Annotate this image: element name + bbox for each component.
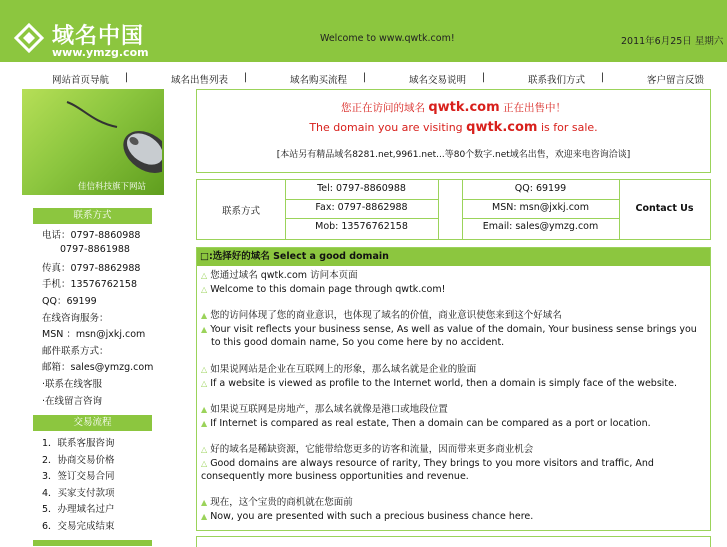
next-panel-edge [196,536,711,547]
header-bar [0,0,727,62]
paragraph-cn: 好的域名是稀缺资源，它能带给您更多的访客和流量，因而带来更多商业机会 [210,444,534,455]
contact-left-label: 联系方式 [221,206,260,217]
info-paragraph [201,269,707,296]
nav-separator: | [363,72,367,83]
domain-info-panel [196,247,711,531]
triangle-bullet-icon: ▲ [201,324,208,334]
sale-domain-name: qwtk.com [428,100,500,115]
sidebar-contact-title: 联系方式 [33,208,152,224]
sidebar-contact-line: 在线咨询服务： [42,313,109,324]
triangle-bullet-icon: △ [201,271,208,280]
paragraph-en: Good domains are always resource of rarity, They brings to you more visitors and traffic, And consequently more business opportunities and revenue. [201,457,654,482]
sale-line-chinese [197,100,710,115]
sidebar-process-title: 交易流程 [33,415,152,431]
info-paragraph [201,403,707,430]
nav-separator: | [244,72,248,83]
sale-other-domains-note: [本站另有精品域名8281.net,9961.net...等80个数字.net域名出售，欢迎来电咨询洽谈] [276,150,631,160]
logo-chinese-text: 域名中国 [52,24,145,49]
triangle-bullet-icon: ▲ [201,405,208,414]
contact-mobile: Mob: 13576762158 [315,221,408,232]
table-divider [462,199,619,200]
contact-us-label: Contact Us [635,203,694,214]
paragraph-cn: 您的访问体现了您的商业意识，也体现了域名的价值，商业意识使您来到这个好域名 [210,310,562,321]
sidebar-process-step: 3．签订交易合同 [42,471,115,482]
sale-line-english [197,120,710,135]
nav-separator: | [482,72,486,83]
sidebar-contact-line: 0797-8861988 [60,244,130,255]
nav-item-contact[interactable]: 联系我们方式 [528,75,586,86]
logo-diamond-icon [14,23,44,53]
sidebar-contact-line: 传真：0797-8862988 [42,263,141,274]
panel-title [197,248,710,266]
sale-line1-suffix: 正在出售中！ [502,102,566,114]
computer-mouse-icon [62,97,162,177]
table-divider [438,180,439,239]
paragraph-cn: 如果说网站是企业在互联网上的形象，那么域名就是企业的脸面 [210,364,477,375]
triangle-bullet-icon: △ [201,365,208,374]
contact-tel: Tel: 0797-8860988 [317,183,406,194]
for-sale-box [196,89,711,173]
triangle-bullet-icon: ▲ [201,311,208,320]
table-divider [285,218,438,219]
paragraph-cn: 您通过域名 qwtk.com 访问本页面 [210,270,358,281]
sale-line2-prefix: The domain you are visiting [309,121,463,134]
sidebar-contact-line: MSN ：msn@jxkj.com [42,329,146,340]
nav-item-trade-info[interactable]: 域名交易说明 [409,75,467,86]
nav-item-domain-list[interactable]: 域名出售列表 [171,75,229,86]
panel-title-text: □:选择好的域名 Select a good domain [200,251,389,262]
nav-item-home[interactable]: 网站首页导航 [52,75,110,86]
nav-item-feedback[interactable]: 客户留言反馈 [647,75,705,86]
sidebar-process-step: 2．协商交易价格 [42,455,115,466]
nav-item-buy-process[interactable]: 域名购买流程 [290,75,348,86]
info-paragraph [201,496,707,523]
sidebar-process-step: 1．联系客服咨询 [42,438,115,449]
triangle-bullet-icon: △ [201,378,208,388]
date-text: 2011年6月25日 星期六 [621,36,724,47]
paragraph-cn: 现在，这个宝贵的商机就在您面前 [210,497,353,508]
sidebar-contact-line: QQ：69199 [42,296,97,307]
sidebar-contact-line: 电话：0797-8860988 [42,230,141,241]
sidebar-link-online-service[interactable]: ·联系在线客服 [42,379,103,390]
hero-caption: 佳信科技旗下网站 [78,182,147,192]
paragraph-en: Welcome to this domain page through qwtk.com! [210,283,446,295]
nav-separator: | [601,72,605,83]
triangle-bullet-icon: △ [201,458,208,468]
sale-line2-suffix: is for sale. [540,121,598,134]
table-divider [285,199,438,200]
sidebar-contact-line: 邮箱：sales@ymzg.com [42,362,154,373]
paragraph-en: Your visit reflects your business sense, As well as value of the domain, Your business sense brings you to this good domain name, So you come here by no accident. [210,323,697,348]
main-nav [0,70,727,86]
contact-fax: Fax: 0797-8862988 [315,202,408,213]
triangle-bullet-icon: ▲ [201,498,208,507]
info-paragraph [201,363,707,390]
contact-email[interactable]: Email: sales@ymzg.com [482,221,599,232]
sidebar-link-message[interactable]: ·在线留言咨询 [42,396,103,407]
sale-line1-prefix: 您正在访问的域名 [341,102,425,114]
paragraph-en: Now, you are presented with such a precious business chance here. [210,510,534,522]
site-logo[interactable] [14,17,149,63]
nav-separator: | [125,72,129,83]
sale-domain-name-en: qwtk.com [466,120,538,135]
hero-banner-image [22,89,164,195]
paragraph-en: If a website is viewed as profile to the Internet world, then a domain is simply face of the website. [210,377,678,389]
sidebar-contact-line: 邮件联系方式： [42,346,109,357]
triangle-bullet-icon: △ [201,284,208,294]
paragraph-cn: 如果说互联网是房地产，那么域名就像是港口或地段位置 [210,404,448,415]
contact-table [196,179,711,240]
triangle-bullet-icon: ▲ [201,418,208,428]
paragraph-en: If Internet is compared as real estate, Then a domain can be compared as a port or location. [210,417,651,429]
sidebar-footer-bar [33,540,152,546]
table-divider [462,218,619,219]
triangle-bullet-icon: ▲ [201,511,208,521]
contact-msn: MSN: msn@jxkj.com [492,202,589,213]
triangle-bullet-icon: △ [201,445,208,454]
sidebar-process-step: 6．交易完成结束 [42,521,115,532]
sidebar-process-step: 4．买家支付款项 [42,488,115,499]
info-paragraph [201,443,707,484]
contact-qq: QQ: 69199 [514,183,567,194]
sidebar-contact-line: 手机：13576762158 [42,279,137,290]
sidebar-process-step: 5．办理域名过户 [42,504,115,515]
welcome-text: Welcome to www.qwtk.com! [320,33,455,44]
info-paragraph [201,309,707,350]
logo-url-text: www.ymzg.com [52,46,149,59]
